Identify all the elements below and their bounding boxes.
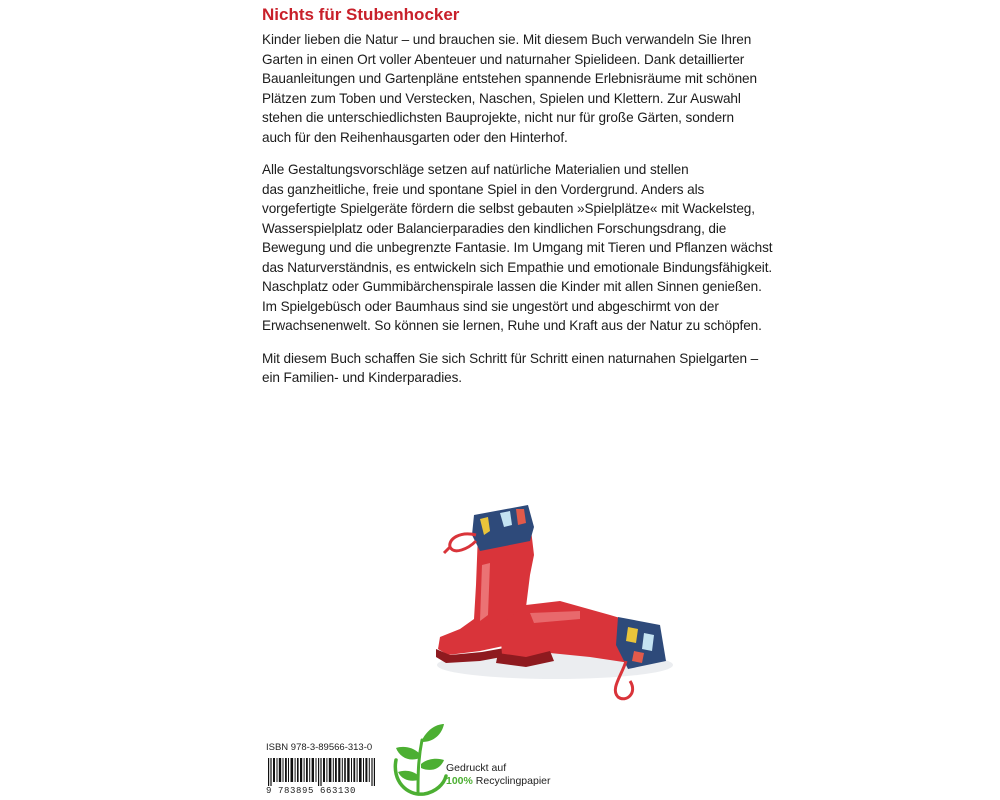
isbn-label: ISBN 978-3-89566-313-0 [266, 742, 373, 753]
leaf-sprout-icon [388, 720, 448, 798]
paragraph-line: Naschplatz oder Gummibärchenspirale lassen die Kinder mit allen Sinnen genießen. [262, 279, 762, 294]
blurb-text-block [262, 4, 773, 401]
blurb-paragraph-3 [262, 349, 759, 388]
paragraph-line: vorgefertigte Spielgeräte fördern die selbst gebauten »Spielplätze« mit Wackelsteg, [262, 201, 755, 216]
blurb-paragraph-2 [262, 160, 773, 336]
paragraph-line: das Naturverständnis, es entwickeln sich Empathie und emotionale Bindungsfähigkeit. [262, 259, 773, 275]
paragraph-line: Mit diesem Buch schaffen Sie sich Schritt für Schritt einen naturnahen Spielgarten – [262, 350, 759, 366]
paragraph-line: Im Spielgebüsch oder Baumhaus sind sie ungestört und abgeschirmt von der [262, 298, 719, 314]
paragraph-line: Alle Gestaltungsvorschläge setzen auf natürliche Materialien und stellen [262, 162, 689, 177]
paragraph-line: Kinder lieben die Natur – und brauchen sie. Mit diesem Buch verwandeln Sie Ihren [262, 32, 752, 47]
rubber-boots-illustration [430, 505, 680, 715]
paragraph-line: ein Familien- und Kinderparadies. [262, 370, 462, 385]
barcode-image [266, 758, 381, 786]
recycling-highlight: 100% [446, 775, 473, 787]
paragraph-line: Wasserspielplatz oder Balancierparadies den kindlichen Forschungsdrang, die [262, 220, 727, 236]
paragraph-line: Bewegung und die unbegrenzte Fantasie. Im Umgang mit Tieren und Pflanzen wächst [262, 240, 773, 255]
recycling-text [446, 762, 550, 788]
paragraph-line: das ganzheitliche, freie und spontane Spiel in den Vordergrund. Anders als [262, 181, 705, 197]
blurb-title: Nichts für Stubenhocker [262, 5, 460, 24]
recycling-line-1: Gedruckt auf [446, 762, 507, 774]
paragraph-line: Erwachsenenwelt. So können sie lernen, Ruhe und Kraft aus der Natur zu schöpfen. [262, 318, 762, 333]
paragraph-line: Bauanleitungen und Gartenpläne entstehen spannende Erlebnisräume mit schönen [262, 71, 757, 86]
recycling-badge [388, 720, 588, 798]
isbn-barcode-block [266, 742, 381, 798]
paragraph-line: stehen die unterschiedlichsten Bauprojekte, nicht nur für große Gärten, sondern [262, 110, 734, 125]
paragraph-line: auch für den Reihenhausgarten oder den Hinterhof. [262, 129, 568, 145]
barcode-digits: 9 783895 663130 [266, 786, 357, 796]
paragraph-line: Plätzen zum Toben und Verstecken, Naschen, Spielen und Klettern. Zur Auswahl [262, 90, 741, 106]
recycling-line-2-rest: Recyclingpapier [472, 775, 551, 787]
recycling-line-2 [446, 775, 550, 788]
paragraph-line: Garten in einen Ort voller Abenteuer und naturnaher Spielideen. Dank detaillierter [262, 51, 745, 67]
blurb-paragraph-1 [262, 30, 757, 147]
